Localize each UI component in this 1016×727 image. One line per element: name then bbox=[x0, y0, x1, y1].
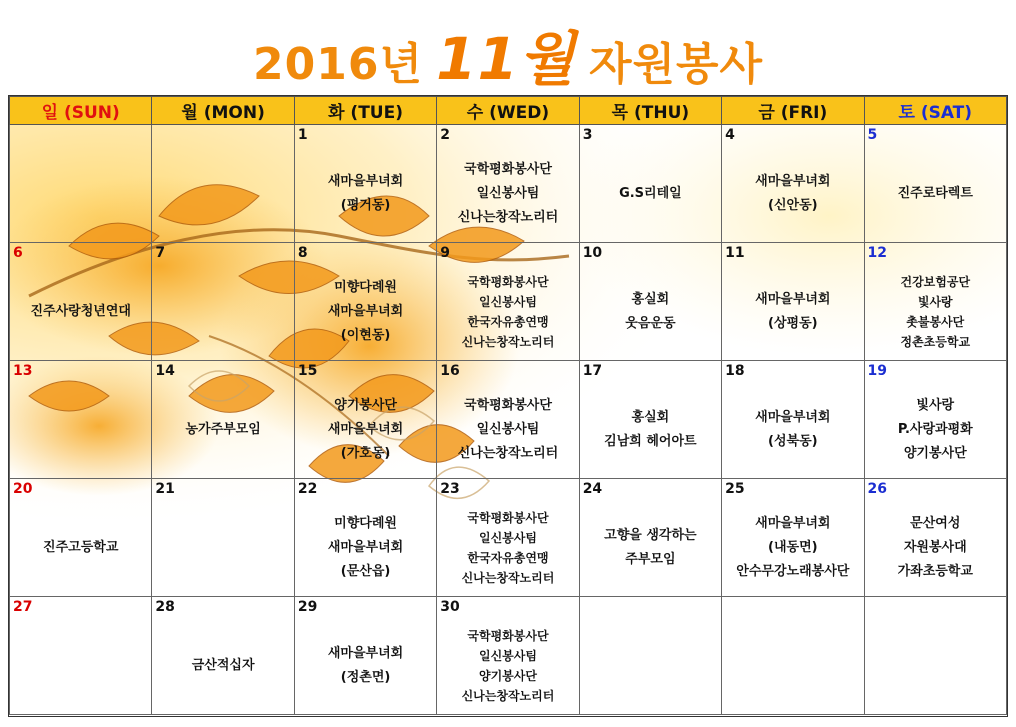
day-number: 2 bbox=[440, 127, 451, 143]
event-list bbox=[865, 501, 1006, 594]
event-item: 촛불봉사단 bbox=[906, 314, 965, 329]
day-number: 4 bbox=[725, 127, 735, 143]
event-item: 새마을부녀회 bbox=[327, 645, 404, 661]
event-item: 한국자유총연맹 bbox=[467, 314, 549, 329]
title-year: 2016년 bbox=[253, 39, 423, 90]
event-list bbox=[437, 147, 578, 240]
day-number: 16 bbox=[440, 363, 460, 379]
event-list bbox=[865, 147, 1006, 240]
event-item: 진주로타렉트 bbox=[897, 185, 973, 201]
event-item: 김남희 헤어아트 bbox=[604, 433, 697, 449]
event-list bbox=[865, 265, 1006, 358]
day-cell bbox=[10, 243, 152, 361]
event-item: G.S리테일 bbox=[619, 185, 682, 201]
title-rest: 자원봉사 bbox=[588, 39, 763, 90]
event-item: 일신봉사팀 bbox=[476, 421, 540, 437]
day-number: 10 bbox=[582, 245, 603, 261]
event-item: 홍실회 bbox=[631, 409, 670, 425]
day-cell bbox=[152, 125, 294, 243]
week-row bbox=[10, 361, 1007, 479]
day-number: 22 bbox=[297, 481, 318, 497]
event-list bbox=[295, 383, 436, 476]
event-list bbox=[580, 265, 721, 358]
day-cell bbox=[722, 125, 864, 243]
event-item: 웃음운동 bbox=[625, 315, 676, 331]
day-cell bbox=[722, 243, 864, 361]
event-list bbox=[10, 619, 151, 712]
day-cell bbox=[579, 361, 721, 479]
event-list bbox=[722, 383, 863, 476]
event-item: 주부모임 bbox=[625, 551, 676, 567]
weekday-wednesday: 수 (WED) bbox=[437, 97, 579, 125]
day-cell bbox=[864, 243, 1006, 361]
event-list bbox=[152, 619, 293, 712]
event-item: (이현동) bbox=[340, 327, 391, 343]
week-row bbox=[10, 479, 1007, 597]
event-list bbox=[437, 265, 578, 358]
weekday-saturday: 토 (SAT) bbox=[864, 97, 1006, 125]
event-item: 신나는창작노리터 bbox=[461, 334, 555, 349]
day-number: 17 bbox=[582, 363, 603, 379]
day-number: 3 bbox=[582, 127, 593, 143]
week-row bbox=[10, 125, 1007, 243]
day-number: 25 bbox=[725, 481, 745, 497]
event-item: 양기봉사단 bbox=[903, 445, 967, 461]
day-cell bbox=[152, 243, 294, 361]
calendar bbox=[8, 95, 1008, 717]
event-item: (가호동) bbox=[340, 445, 391, 461]
event-item: 고향을 생각하는 bbox=[604, 527, 697, 543]
day-number: 6 bbox=[13, 245, 23, 261]
event-item: 가좌초등학교 bbox=[897, 563, 973, 579]
day-number: 26 bbox=[867, 481, 888, 497]
event-item: (평거동) bbox=[340, 197, 391, 213]
event-item: 양기봉사단 bbox=[334, 397, 397, 413]
event-item: 진주사랑청년연대 bbox=[30, 303, 131, 319]
day-cell bbox=[437, 125, 579, 243]
event-list bbox=[722, 501, 863, 594]
day-cell bbox=[152, 361, 294, 479]
day-number: 14 bbox=[155, 363, 175, 379]
day-cell bbox=[437, 597, 579, 715]
day-number: 8 bbox=[297, 245, 308, 261]
day-number: 28 bbox=[155, 599, 175, 615]
day-cell bbox=[294, 125, 436, 243]
event-list bbox=[295, 147, 436, 240]
event-list bbox=[722, 265, 863, 358]
event-list bbox=[295, 265, 436, 358]
day-cell bbox=[152, 597, 294, 715]
event-list bbox=[722, 619, 863, 712]
event-item: (상평동) bbox=[768, 315, 818, 331]
day-number: 1 bbox=[297, 127, 308, 143]
event-list bbox=[152, 265, 293, 358]
event-item: 새마을부녀회 bbox=[755, 409, 831, 425]
event-item: (정촌면) bbox=[340, 669, 391, 685]
event-item: 일신봉사팀 bbox=[478, 530, 537, 545]
day-number: 15 bbox=[297, 363, 318, 379]
page-title bbox=[0, 18, 1016, 93]
event-item: 일신봉사팀 bbox=[476, 185, 540, 201]
event-item: (내동면) bbox=[768, 539, 818, 555]
weekday-thursday: 목 (THU) bbox=[579, 97, 721, 125]
event-item: 신나는창작노리터 bbox=[461, 570, 555, 585]
day-cell bbox=[579, 479, 721, 597]
day-cell bbox=[722, 597, 864, 715]
day-cell bbox=[294, 361, 436, 479]
event-list bbox=[437, 501, 578, 594]
event-list bbox=[10, 501, 151, 594]
event-item: 국학평화봉사단 bbox=[464, 161, 552, 177]
day-cell bbox=[864, 597, 1006, 715]
event-item: 새마을부녀회 bbox=[327, 303, 404, 319]
day-cell bbox=[579, 243, 721, 361]
day-number: 13 bbox=[13, 363, 33, 379]
event-item: P.사랑과평화 bbox=[897, 421, 973, 437]
weekday-tuesday: 화 (TUE) bbox=[294, 97, 436, 125]
event-list bbox=[722, 147, 863, 240]
day-number: 12 bbox=[867, 245, 888, 261]
day-cell bbox=[722, 479, 864, 597]
day-cell bbox=[10, 597, 152, 715]
week-row bbox=[10, 243, 1007, 361]
event-list bbox=[152, 383, 293, 476]
day-cell bbox=[294, 597, 436, 715]
day-number: 29 bbox=[297, 599, 318, 615]
day-cell bbox=[437, 479, 579, 597]
day-cell bbox=[437, 243, 579, 361]
event-item: 양기봉사단 bbox=[478, 668, 537, 683]
day-number: 23 bbox=[440, 481, 460, 497]
day-number: 7 bbox=[155, 245, 166, 261]
weekday-friday: 금 (FRI) bbox=[722, 97, 864, 125]
day-cell bbox=[10, 125, 152, 243]
day-cell bbox=[10, 361, 152, 479]
day-cell bbox=[864, 479, 1006, 597]
event-item: 국학평화봉사단 bbox=[467, 628, 549, 643]
event-item: 문산여성 bbox=[910, 515, 961, 531]
event-item: 진주고등학교 bbox=[43, 539, 119, 555]
event-list bbox=[10, 265, 151, 358]
event-list bbox=[152, 147, 293, 240]
event-item: 국학평화봉사단 bbox=[464, 397, 552, 413]
day-cell bbox=[864, 361, 1006, 479]
event-item: 정촌초등학교 bbox=[900, 334, 971, 349]
event-item: 새마을부녀회 bbox=[327, 539, 404, 555]
event-list bbox=[580, 147, 721, 240]
event-item: (신안동) bbox=[768, 197, 818, 213]
event-list bbox=[437, 383, 578, 476]
day-cell bbox=[864, 125, 1006, 243]
event-list bbox=[580, 501, 721, 594]
day-number: 11 bbox=[725, 245, 745, 261]
event-list bbox=[10, 147, 151, 240]
day-number: 20 bbox=[13, 481, 33, 497]
event-item: 농가주부모임 bbox=[185, 421, 261, 437]
day-cell bbox=[294, 479, 436, 597]
day-cell bbox=[152, 479, 294, 597]
event-item: 새마을부녀회 bbox=[327, 173, 404, 189]
event-item: 일신봉사팀 bbox=[478, 648, 537, 663]
event-item: 빛사랑 bbox=[916, 397, 955, 413]
event-item: 자원봉사대 bbox=[903, 539, 967, 555]
event-item: 안수무강노래봉사단 bbox=[736, 563, 850, 579]
event-list bbox=[295, 501, 436, 594]
event-list bbox=[295, 619, 436, 712]
event-item: 새마을부녀회 bbox=[755, 173, 831, 189]
event-list bbox=[152, 501, 293, 594]
event-item: 한국자유총연맹 bbox=[467, 550, 549, 565]
day-number: 18 bbox=[725, 363, 745, 379]
event-list bbox=[10, 383, 151, 476]
event-item: 새마을부녀회 bbox=[755, 515, 831, 531]
day-cell bbox=[579, 597, 721, 715]
event-item: 국학평화봉사단 bbox=[467, 510, 549, 525]
event-item: 새마을부녀회 bbox=[327, 421, 404, 437]
event-list bbox=[580, 619, 721, 712]
week-row bbox=[10, 597, 1007, 715]
event-item: 홍실회 bbox=[631, 291, 670, 307]
day-number: 24 bbox=[582, 481, 603, 497]
event-list bbox=[580, 383, 721, 476]
event-item: 새마을부녀회 bbox=[755, 291, 831, 307]
day-number: 27 bbox=[13, 599, 33, 615]
event-item: 미향다례원 bbox=[334, 279, 397, 295]
day-cell bbox=[294, 243, 436, 361]
day-cell bbox=[10, 479, 152, 597]
day-number: 21 bbox=[155, 481, 175, 497]
event-list bbox=[437, 619, 578, 712]
event-item: 금산적십자 bbox=[191, 657, 255, 673]
title-month: 11월 bbox=[436, 25, 576, 93]
event-item: 신나는창작노리터 bbox=[457, 209, 559, 225]
event-list bbox=[865, 619, 1006, 712]
day-number: 19 bbox=[867, 363, 888, 379]
event-item: (성북동) bbox=[768, 433, 818, 449]
event-item: 국학평화봉사단 bbox=[467, 274, 549, 289]
day-number: 5 bbox=[867, 127, 878, 143]
event-item: 일신봉사팀 bbox=[478, 294, 537, 309]
day-cell bbox=[722, 361, 864, 479]
event-item: 신나는창작노리터 bbox=[457, 445, 559, 461]
event-item: (문산읍) bbox=[340, 563, 391, 579]
calendar-table bbox=[9, 96, 1007, 715]
event-list bbox=[865, 383, 1006, 476]
day-cell bbox=[437, 361, 579, 479]
day-number: 9 bbox=[440, 245, 451, 261]
event-item: 빛사랑 bbox=[917, 294, 953, 309]
day-cell bbox=[579, 125, 721, 243]
day-number: 30 bbox=[440, 599, 460, 615]
weekday-header bbox=[10, 97, 1007, 125]
weekday-monday: 월 (MON) bbox=[152, 97, 294, 125]
weekday-sunday: 일 (SUN) bbox=[10, 97, 152, 125]
event-item: 건강보험공단 bbox=[900, 274, 971, 289]
event-item: 신나는창작노리터 bbox=[461, 688, 555, 703]
event-item: 미향다례원 bbox=[334, 515, 397, 531]
